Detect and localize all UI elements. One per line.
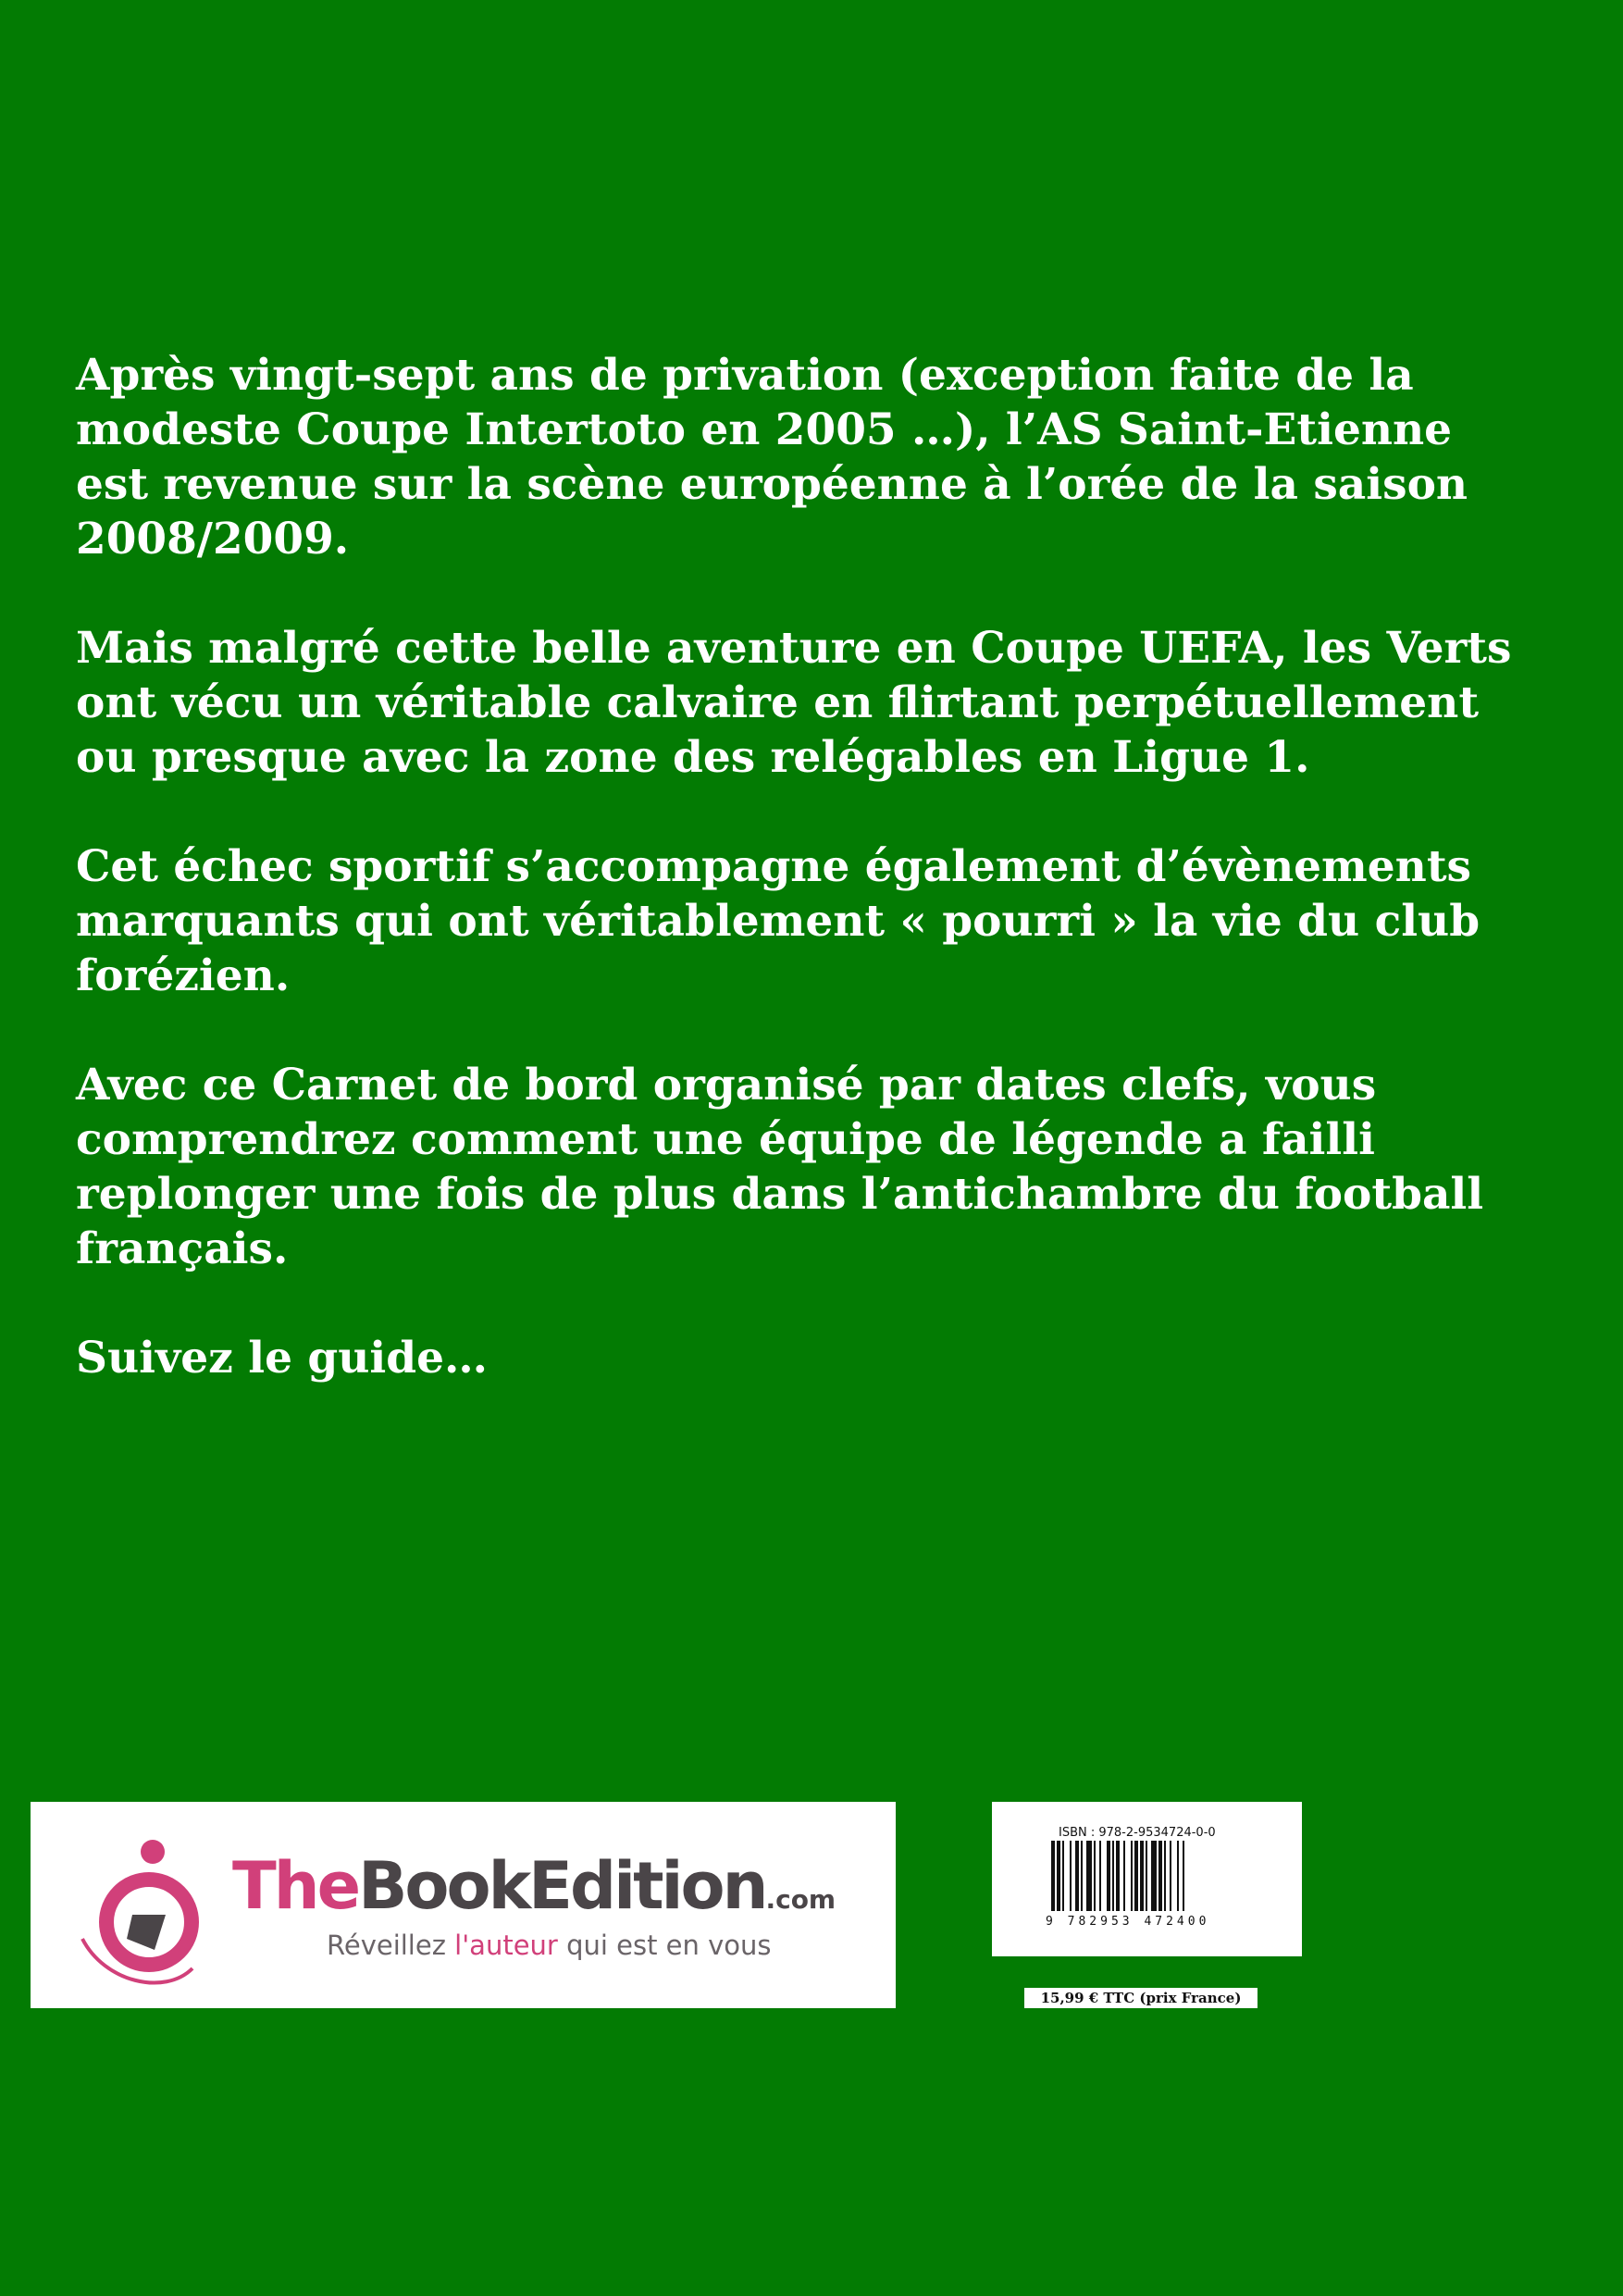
publisher-wordmark: TheBookEdition.com — [232, 1848, 836, 1924]
blurb-paragraph: Avec ce Carnet de bord organisé par dates clefs, vous comprendrez comment une équipe de légende a failli replonger une fois de plus dans l’antichambre du football français. — [76, 1060, 1484, 1274]
person-with-book-icon — [77, 1830, 225, 1987]
isbn-barcode-panel — [992, 1802, 1302, 1956]
isbn-label: ISBN : 978-2-9534724-0-0 — [1059, 1826, 1216, 1840]
barcode-digits: 9 782953 472400 — [1046, 1915, 1210, 1929]
publisher-logo-panel — [31, 1802, 896, 2008]
price-label: 15,99 € TTC (prix France) — [1024, 1988, 1258, 2008]
barcode-bars — [1049, 1841, 1244, 1915]
blurb-paragraph: Mais malgré cette belle aventure en Coupe UEFA, les Verts ont vécu un véritable calvaire en flirtant perpétuellement ou presque avec la zone des relégables en Ligue 1. — [76, 623, 1512, 783]
back-cover-blurb — [76, 348, 1519, 1440]
publisher-tagline: Réveillez l'auteur qui est en vous — [327, 1930, 772, 1961]
blurb-paragraph: Cet échec sportif s’accompagne également d’évènements marquants qui ont véritablement « pourri » la vie du club forézien. — [76, 841, 1481, 1001]
blurb-paragraph: Après vingt-sept ans de privation (exception faite de la modeste Coupe Intertoto en 2005 …), l’AS Saint-Etienne est revenue sur la scène européenne à l’orée de la saison 2008/2009. — [76, 350, 1468, 565]
blurb-closing-line: Suivez le guide… — [76, 1333, 489, 1384]
